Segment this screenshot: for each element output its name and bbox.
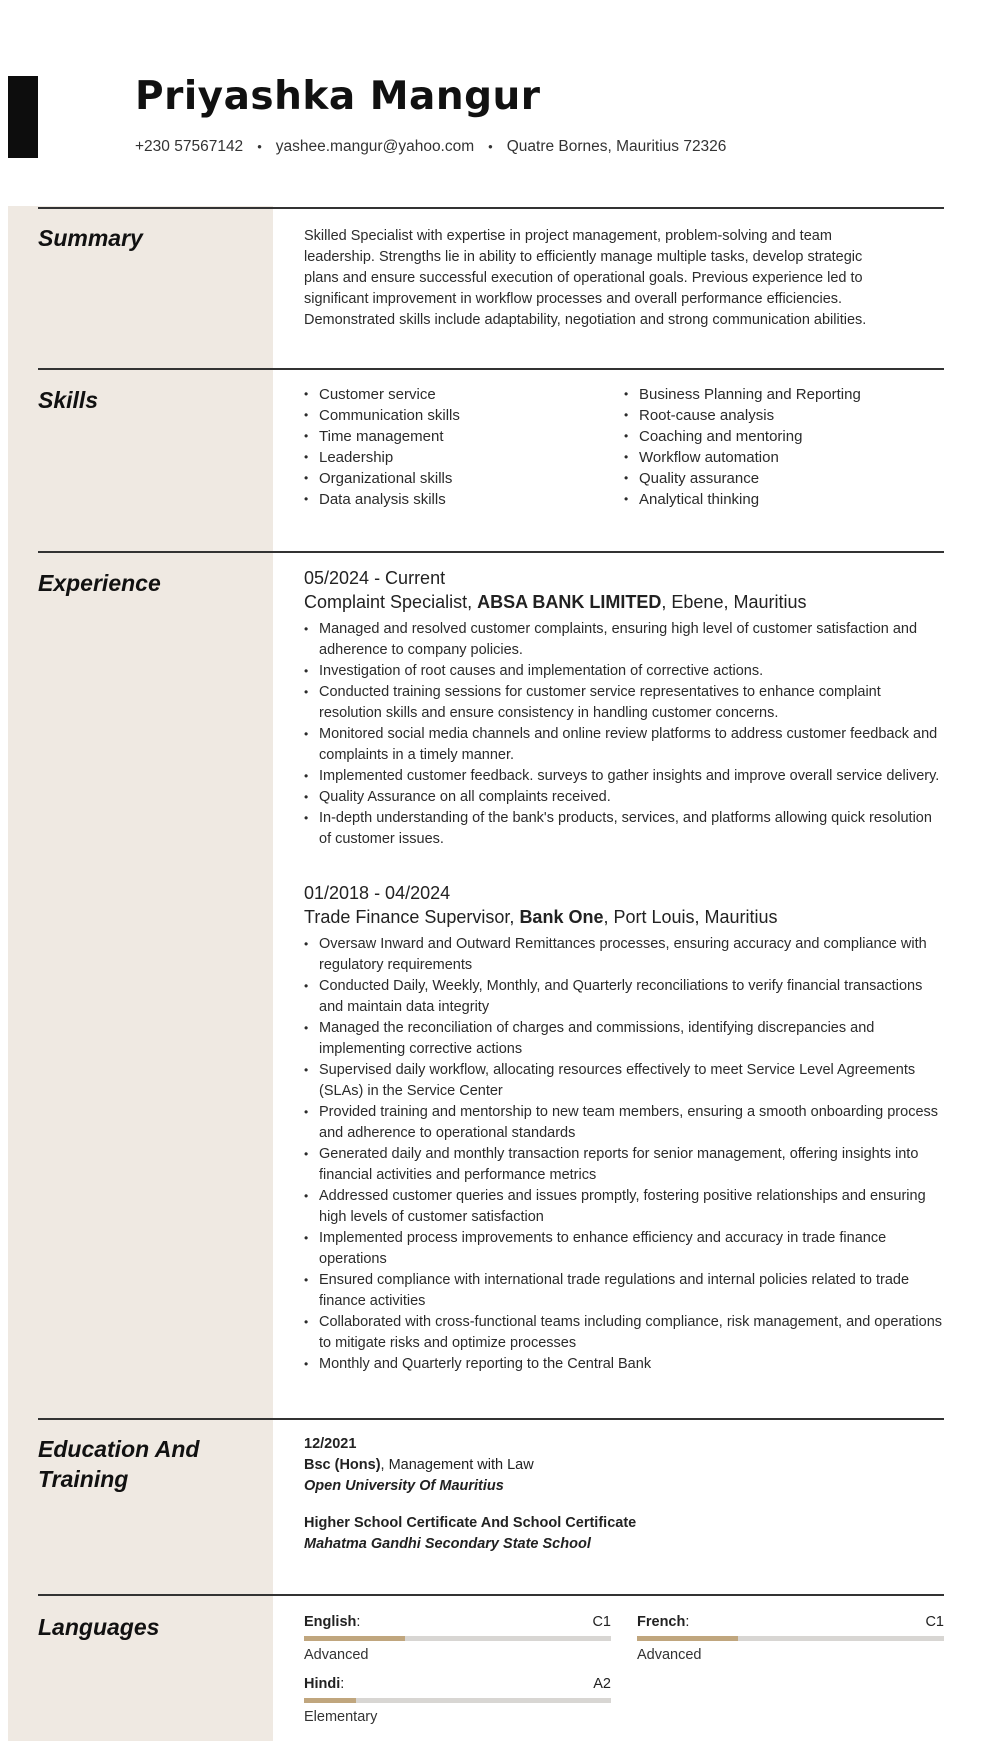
skill-item: • Analytical thinking [624, 489, 944, 510]
education-school: Mahatma Gandhi Secondary State School [304, 1536, 591, 1552]
sidebar-background [8, 206, 273, 1741]
education-degree: Higher School Certificate And School Certificate [304, 1515, 637, 1531]
languages-heading: Languages [38, 1614, 160, 1640]
summary-line: Skilled Specialist with expertise in project management, problem-solving and team [304, 228, 832, 244]
job-bullet: • Supervised daily workflow, allocating resources effectively to meet Service Level Agreements (SLAs) in the Service Center [304, 1060, 944, 1102]
job-place: , Port Louis, Mauritius [603, 907, 778, 927]
skill-item: • Data analysis skills [304, 489, 624, 510]
language-name: English: [304, 1614, 361, 1630]
language-name: French: [637, 1614, 690, 1630]
job-bullets [304, 619, 944, 850]
job-company: Bank One [519, 907, 604, 927]
job-bullet: • Addressed customer queries and issues promptly, fostering positive relationships and ensuring high levels of customer satisfaction [304, 1186, 944, 1228]
language-entry [304, 1612, 611, 1665]
job-bullet: • Conducted Daily, Weekly, Monthly, and Quarterly reconciliations to verify financial transactions and maintain data integrity [304, 976, 944, 1018]
job-title [304, 590, 944, 614]
job-role: Complaint Specialist, [304, 592, 478, 612]
email-address: yashee.mangur@yahoo.com [275, 138, 475, 155]
education-entry [304, 1513, 944, 1555]
job-bullet: • Investigation of root causes and implementation of corrective actions. [304, 661, 944, 682]
skill-item: • Leadership [304, 447, 624, 468]
job-entry [304, 881, 944, 1375]
section-divider [38, 551, 944, 553]
job-entry [304, 566, 944, 850]
skill-item: • Workflow automation [624, 447, 944, 468]
job-company: ABSA BANK LIMITED [477, 592, 662, 612]
language-entry [637, 1612, 944, 1665]
education-school: Open University Of Mauritius [304, 1478, 504, 1494]
job-bullet: • Oversaw Inward and Outward Remittances processes, ensuring accuracy and compliance with regulatory requirements [304, 934, 944, 976]
job-role: Trade Finance Supervisor, [304, 907, 520, 927]
education-heading-line: Education And [38, 1436, 200, 1462]
summary-line: leadership. Strengths lie in ability to efficiently manage multiple tasks, develop strategic [304, 249, 863, 265]
job-bullet: • Managed and resolved customer complaints, ensuring high level of customer satisfaction and adherence to company policies. [304, 619, 944, 661]
language-code: A2 [593, 1676, 611, 1692]
skills-heading: Skills [38, 387, 99, 413]
education-degree-line [304, 1455, 944, 1476]
language-progress-bar [304, 1636, 611, 1641]
education-heading-line: Training [38, 1466, 129, 1492]
language-progress-fill [304, 1636, 405, 1641]
summary-heading: Summary [38, 225, 143, 251]
job-bullet: • Provided training and mentorship to new team members, ensuring a smooth onboarding process and adherence to operational standards [304, 1102, 944, 1144]
language-progress-fill [637, 1636, 738, 1641]
language-progress-fill [304, 1698, 356, 1703]
education-field: , Management with Law [380, 1457, 534, 1473]
language-progress-bar [304, 1698, 611, 1703]
language-level: Advanced [304, 1647, 369, 1663]
job-place: , Ebene, Mauritius [661, 592, 807, 612]
skills-list-left [304, 384, 624, 510]
section-divider [38, 1418, 944, 1420]
skill-item: • Communication skills [304, 405, 624, 426]
contact-line [135, 138, 726, 156]
job-bullet: • Implemented process improvements to enhance efficiency and accuracy in trade finance operations [304, 1228, 944, 1270]
job-bullets [304, 934, 944, 1375]
job-bullet: • Quality Assurance on all complaints received. [304, 787, 944, 808]
job-bullet: • Generated daily and monthly transaction reports for senior management, offering insights into financial activities and performance metrics [304, 1144, 944, 1186]
job-title [304, 905, 944, 929]
language-entry [304, 1674, 611, 1727]
summary-line: Demonstrated skills include adaptability, negotiation and strong communication abilities. [304, 312, 867, 328]
experience-heading: Experience [38, 570, 161, 596]
job-bullet: • Ensured compliance with international trade regulations and internal policies related to trade finance activities [304, 1270, 944, 1312]
section-divider [38, 368, 944, 370]
summary-line: plans and ensure successful execution of operational goals. Previous experience led to [304, 270, 863, 286]
education-degree: Bsc (Hons) [304, 1457, 381, 1473]
language-progress-bar [637, 1636, 944, 1641]
section-divider [38, 207, 944, 209]
job-bullet: • Monthly and Quarterly reporting to the Central Bank [304, 1354, 944, 1375]
education-entry [304, 1434, 944, 1497]
candidate-name: Priyashka Mangur [135, 74, 541, 119]
header-accent-bar [8, 76, 38, 158]
skill-item: • Coaching and mentoring [624, 426, 944, 447]
language-name: Hindi: [304, 1676, 345, 1692]
job-bullet: • Implemented customer feedback. surveys to gather insights and improve overall service delivery. [304, 766, 944, 787]
skill-item: • Customer service [304, 384, 624, 405]
summary-text [304, 226, 944, 331]
language-level: Elementary [304, 1709, 378, 1725]
phone-number: +230 57567142 [135, 138, 244, 155]
language-code: C1 [925, 1614, 944, 1630]
skill-item: • Organizational skills [304, 468, 624, 489]
language-level: Advanced [637, 1647, 702, 1663]
education-heading [38, 1434, 199, 1494]
job-bullet: • Conducted training sessions for customer service representatives to enhance complaint resolution skills and ensure consistency in handling customer concerns. [304, 682, 944, 724]
section-divider [38, 1594, 944, 1596]
job-dates: 01/2018 - 04/2024 [304, 883, 451, 903]
summary-line: significant improvement in workflow processes and overall performance efficiencies. [304, 291, 843, 307]
job-bullet: • In-depth understanding of the bank's products, services, and platforms allowing quick resolution of customer issues. [304, 808, 944, 850]
skill-item: • Root-cause analysis [624, 405, 944, 426]
job-bullet: • Collaborated with cross-functional teams including compliance, risk management, and operations to mitigate risks and optimize processes [304, 1312, 944, 1354]
education-date: 12/2021 [304, 1436, 357, 1452]
skills-list-right [624, 384, 944, 510]
skill-item: • Business Planning and Reporting [624, 384, 944, 405]
skill-item: • Time management [304, 426, 624, 447]
location: Quatre Bornes, Mauritius 72326 [506, 138, 727, 155]
separator-dot: • [488, 139, 493, 154]
skill-item: • Quality assurance [624, 468, 944, 489]
job-dates: 05/2024 - Current [304, 568, 446, 588]
separator-dot: • [257, 139, 262, 154]
job-bullet: • Monitored social media channels and online review platforms to address customer feedback and complaints in a timely manner. [304, 724, 944, 766]
language-code: C1 [592, 1614, 611, 1630]
job-bullet: • Managed the reconciliation of charges and commissions, identifying discrepancies and implementing corrective actions [304, 1018, 944, 1060]
